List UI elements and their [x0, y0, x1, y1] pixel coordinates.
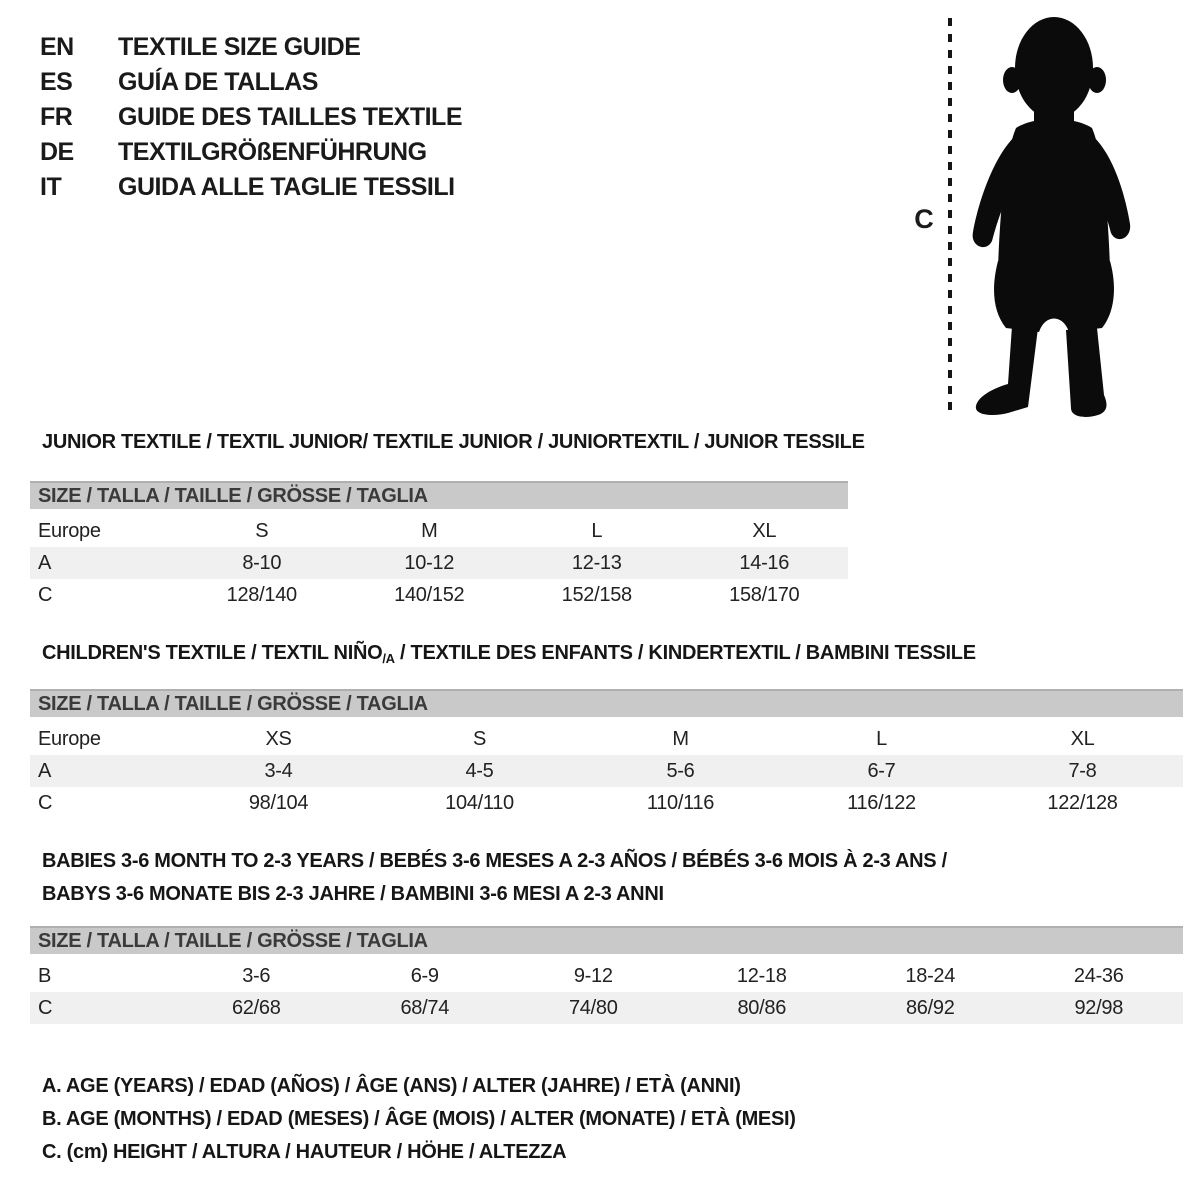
row-label: A [38, 759, 52, 782]
lang-row-it [40, 170, 462, 205]
height-cell: 98/104 [248, 791, 309, 814]
height-cell: 80/86 [737, 996, 787, 1019]
size-cell: XL [1070, 727, 1095, 750]
height-measure-label: C [914, 204, 934, 234]
babies-section-title [42, 845, 947, 911]
lang-row-es [40, 65, 462, 100]
age-cell: 6-9 [410, 964, 439, 987]
legend-line-b: B. AGE (MONTHS) / EDAD (MESES) / ÂGE (MOIS) / ALTER (MONATE) / ETÀ (MESI) [42, 1108, 796, 1130]
children-section-title [42, 642, 976, 665]
age-cell: 10-12 [404, 551, 455, 574]
lang-row-de [40, 135, 462, 170]
size-cell: S [255, 519, 269, 542]
size-cell: L [876, 727, 887, 750]
table-row [30, 787, 1183, 819]
height-cell: 152/158 [561, 583, 632, 606]
height-cell: 116/122 [847, 791, 916, 814]
age-cell: 12-18 [736, 964, 787, 987]
age-cell: 9-12 [573, 964, 613, 987]
age-cell: 3-4 [264, 759, 293, 782]
row-label: C [38, 996, 53, 1019]
height-cell: 122/128 [1047, 791, 1118, 814]
babies-size-table [30, 926, 1183, 1024]
height-cell: 62/68 [231, 996, 281, 1019]
table-row [30, 547, 848, 579]
height-cell: 128/140 [226, 583, 297, 606]
lang-title: TEXTILE SIZE GUIDE [118, 33, 361, 61]
lang-row-fr [40, 100, 462, 135]
table-row [30, 992, 1183, 1024]
age-cell: 3-6 [242, 964, 271, 987]
age-cell: 7-8 [1068, 759, 1097, 782]
children-title-pre: CHILDREN'S TEXTILE / TEXTIL NIÑO [42, 642, 383, 664]
size-header-bar: SIZE / TALLA / TAILLE / GRÖSSE / TAGLIA [30, 689, 1183, 717]
lang-title: GUIDE DES TAILLES TEXTILE [118, 103, 463, 131]
size-header-bar: SIZE / TALLA / TAILLE / GRÖSSE / TAGLIA [30, 481, 848, 509]
language-title-list [40, 30, 462, 205]
lang-title: GUIDA ALLE TAGLIE TESSILI [118, 173, 455, 201]
children-size-table [30, 689, 1183, 819]
height-cell: 86/92 [905, 996, 955, 1019]
size-cell: S [472, 727, 487, 750]
size-cell: M [421, 519, 438, 542]
babies-title-line1: BABIES 3-6 MONTH TO 2-3 YEARS / BEBÉS 3-6 MESES A 2-3 AÑOS / BÉBÉS 3-6 MOIS À 2-3 ANS / [42, 850, 947, 872]
lang-title: TEXTILGRÖßENFÜHRUNG [118, 138, 427, 166]
row-label: A [38, 551, 52, 574]
age-cell: 4-5 [465, 759, 494, 782]
height-cell: 110/116 [646, 791, 715, 814]
row-label: Europe [38, 727, 101, 750]
height-cell: 104/110 [445, 791, 514, 814]
lang-title: GUÍA DE TALLAS [118, 68, 318, 96]
row-label: C [38, 583, 53, 606]
junior-section-title: JUNIOR TEXTILE / TEXTIL JUNIOR/ TEXTILE JUNIOR / JUNIORTEXTIL / JUNIOR TESSILE [42, 431, 865, 453]
row-label: C [38, 791, 53, 814]
table-row [30, 515, 848, 547]
row-label: B [38, 964, 52, 987]
height-cell: 140/152 [394, 583, 465, 606]
lang-code: ES [40, 68, 73, 96]
legend-line-a: A. AGE (YEARS) / EDAD (AÑOS) / ÂGE (ANS) / ALTER (JAHRE) / ETÀ (ANNI) [42, 1075, 741, 1097]
lang-code: FR [40, 103, 73, 131]
row-label: Europe [38, 519, 101, 542]
age-cell: 12-13 [571, 551, 622, 574]
junior-size-table [30, 481, 848, 611]
table-row [30, 755, 1183, 787]
height-measure-dashed-line [948, 18, 952, 418]
size-cell: M [672, 727, 689, 750]
age-cell: 18-24 [905, 964, 956, 987]
age-cell: 5-6 [666, 759, 695, 782]
table-row [30, 579, 848, 611]
children-title-post: / TEXTILE DES ENFANTS / KINDERTEXTIL / BAMBINI TESSILE [394, 642, 976, 664]
legend-line-c: C. (cm) HEIGHT / ALTURA / HAUTEUR / HÖHE / ALTEZZA [42, 1141, 567, 1163]
height-cell: 158/170 [729, 583, 800, 606]
age-cell: 24-36 [1073, 964, 1124, 987]
size-cell: L [591, 519, 603, 542]
table-row [30, 723, 1183, 755]
lang-code: EN [40, 33, 74, 61]
lang-code: IT [40, 173, 62, 201]
measurement-legend [42, 1070, 796, 1169]
lang-row-en [40, 30, 462, 65]
age-cell: 14-16 [739, 551, 790, 574]
children-title-subscript: /A [382, 651, 395, 666]
height-cell: 74/80 [568, 996, 618, 1019]
toddler-silhouette-image [966, 16, 1134, 420]
babies-title-line2: BABYS 3-6 MONATE BIS 2-3 JAHRE / BAMBINI 3-6 MESI A 2-3 ANNI [42, 883, 664, 905]
size-cell: XS [265, 727, 292, 750]
age-cell: 6-7 [867, 759, 896, 782]
size-cell: XL [752, 519, 777, 542]
height-cell: 68/74 [400, 996, 450, 1019]
lang-code: DE [40, 138, 74, 166]
table-row [30, 960, 1183, 992]
size-header-bar: SIZE / TALLA / TAILLE / GRÖSSE / TAGLIA [30, 926, 1183, 954]
height-cell: 92/98 [1074, 996, 1124, 1019]
age-cell: 8-10 [242, 551, 282, 574]
